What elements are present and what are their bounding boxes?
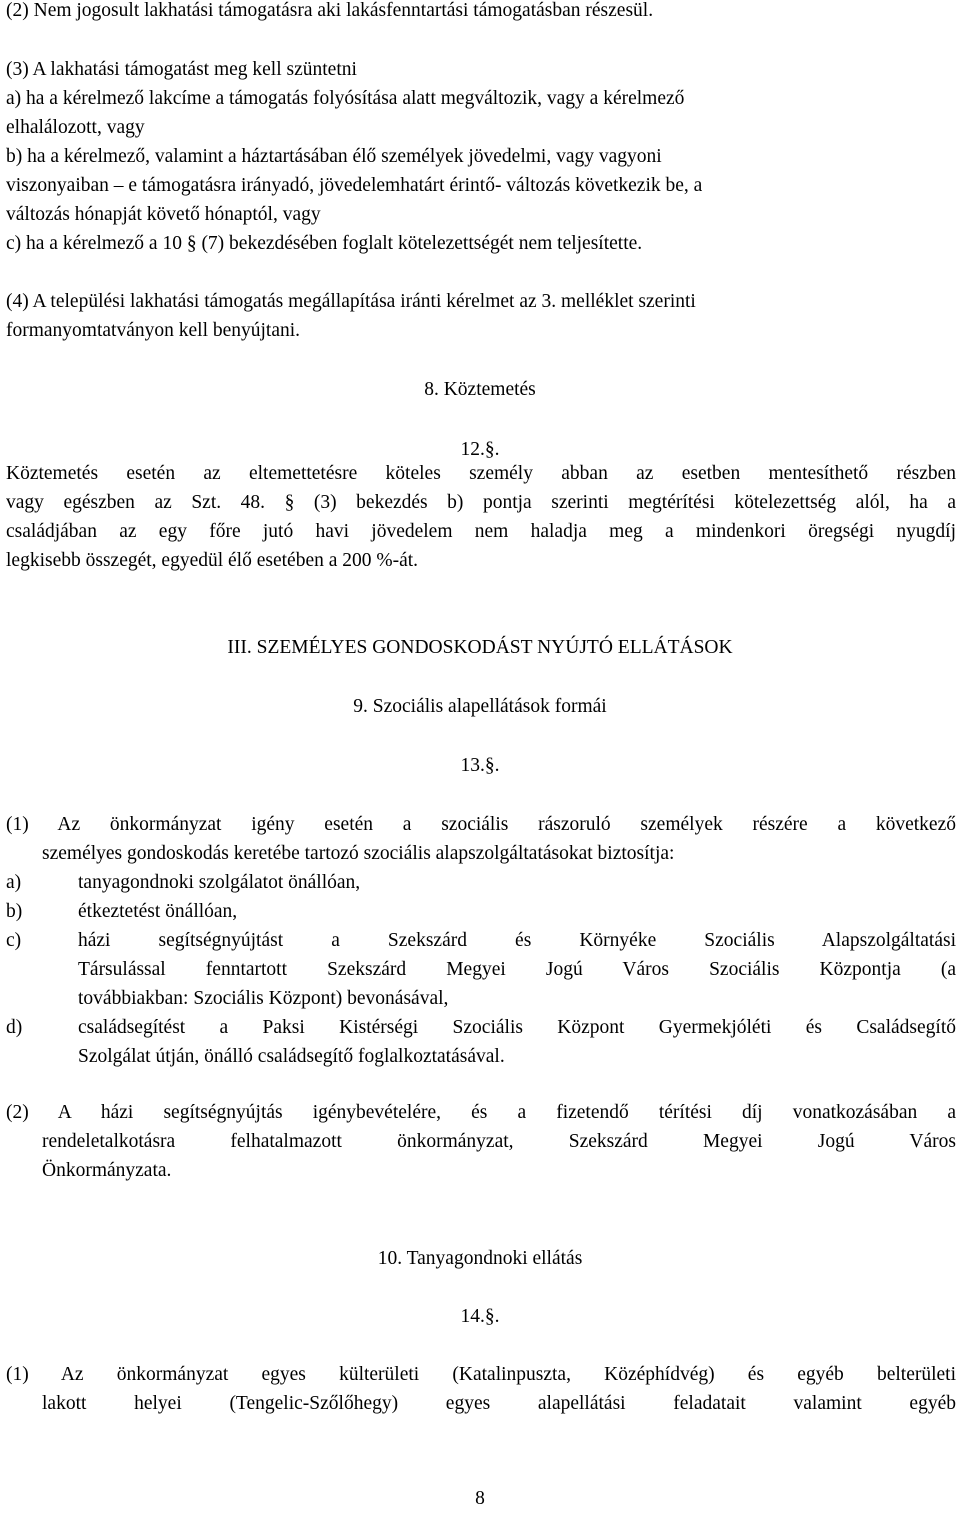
text-line: Köztemetés esetén az eltemettetésre köteles személy abban az esetben mentesíthető részben [6, 463, 956, 484]
list-item [6, 1013, 956, 1071]
heading-8 [0, 375, 960, 404]
service-list [6, 868, 956, 1071]
text-line: rendeletalkotásra felhatalmazott önkormányzat, Szekszárd Megyei Jogú Város [42, 1131, 956, 1152]
text-line: étkeztetést önállóan, [78, 901, 238, 922]
text-line: elhalálozott, vagy [6, 117, 145, 138]
list-item [6, 868, 956, 897]
text-line: továbbiakban: Szociális Központ) bevonásával, [78, 988, 449, 1009]
text-line: Szolgálat útján, önálló családsegítő foglalkoztatásával. [78, 1046, 505, 1067]
paragraph-3 [6, 55, 956, 258]
text-line: (1) Az önkormányzat egyes külterületi (Katalinpuszta, Középhídvég) és egyéb belterületi [6, 1364, 956, 1385]
text-line: családjában az egy főre jutó havi jövedelem nem haladja meg a mindenkori öregségi nyugdíj [6, 521, 956, 542]
paragraph-kozt [6, 459, 956, 575]
paragraph-14-1 [6, 1360, 956, 1418]
text-line: változás hónapját követő hónaptól, vagy [6, 204, 321, 225]
section-14 [0, 1302, 960, 1331]
section-number: 14.§. [460, 1306, 500, 1327]
text-line: b) ha a kérelmező, valamint a háztartásában élő személyek jövedelmi, vagy vagyoni [6, 146, 662, 167]
text-line: viszonyaiban – e támogatásra irányadó, jövedelemhatárt érintő- változás következik be, a [6, 175, 703, 196]
paragraph-13-1 [6, 810, 956, 868]
paragraph-4 [6, 287, 956, 345]
list-label: d) [6, 1017, 23, 1038]
text-line: Önkormányzata. [42, 1160, 172, 1181]
text-line: tanyagondnoki szolgálatot önállóan, [78, 872, 361, 893]
heading-text: 9. Szociális alapellátások formái [353, 696, 607, 717]
heading-text: 10. Tanyagondnoki ellátás [377, 1248, 583, 1269]
list-item [6, 897, 956, 926]
section-number: 12.§. [460, 439, 500, 460]
list-label: c) [6, 930, 22, 951]
text-line: (3) A lakhatási támogatást meg kell szüntetni [6, 59, 357, 80]
text-line: személyes gondoskodás keretébe tartozó szociális alapszolgáltatásokat biztosítja: [42, 843, 675, 864]
text-line: lakott helyei (Tengelic-Szőlőhegy) egyes alapellátási feladatait valamint egyéb [42, 1393, 956, 1414]
paragraph-2 [6, 0, 956, 25]
section-number: 13.§. [460, 755, 500, 776]
text-line: (1) Az önkormányzat igény esetén a szociális rászoruló személyek részére a következő [6, 814, 956, 835]
text-line: házi segítségnyújtást a Szekszárd és Környéke Szociális Alapszolgáltatási [78, 930, 956, 951]
text-line: (4) A települési lakhatási támogatás megállapítása iránti kérelmet az 3. melléklet szerinti [6, 291, 696, 312]
section-13 [0, 751, 960, 780]
list-item [6, 926, 956, 1013]
text-line: legkisebb összegét, egyedül élő esetében a 200 %-át. [6, 550, 419, 571]
heading-9 [0, 692, 960, 721]
text-line: formanyomtatványon kell benyújtani. [6, 320, 301, 341]
text-line: (2) A házi segítségnyújtás igénybevételére, és a fizetendő térítési díj vonatkozásában a [6, 1102, 956, 1123]
heading-text: III. SZEMÉLYES GONDOSKODÁST NYÚJTÓ ELLÁTÁSOK [227, 637, 733, 658]
text-line: vagy egészben az Szt. 48. § (3) bekezdés b) pontja szerinti megtérítési kötelezettség alól, ha a [6, 492, 956, 513]
text-line: Társulással fenntartott Szekszárd Megyei Jogú Város Szociális Központja (a [78, 959, 956, 980]
heading-III [0, 633, 960, 662]
list-label: a) [6, 872, 22, 893]
text-line: családsegítést a Paksi Kistérségi Szociális Központ Gyermekjóléti és Családsegítő [78, 1017, 956, 1038]
heading-10 [0, 1244, 960, 1273]
paragraph-13-2 [6, 1098, 956, 1185]
text-line: (2) Nem jogosult lakhatási támogatásra aki lakásfenntartási támogatásban részesül. [6, 0, 654, 21]
heading-text: 8. Köztemetés [424, 379, 536, 400]
text-line: c) ha a kérelmező a 10 § (7) bekezdésében foglalt kötelezettségét nem teljesítette. [6, 233, 643, 254]
page-number: 8 [475, 1488, 485, 1509]
list-label: b) [6, 901, 23, 922]
text-line: a) ha a kérelmező lakcíme a támogatás folyósítása alatt megváltozik, vagy a kérelmező [6, 88, 685, 109]
